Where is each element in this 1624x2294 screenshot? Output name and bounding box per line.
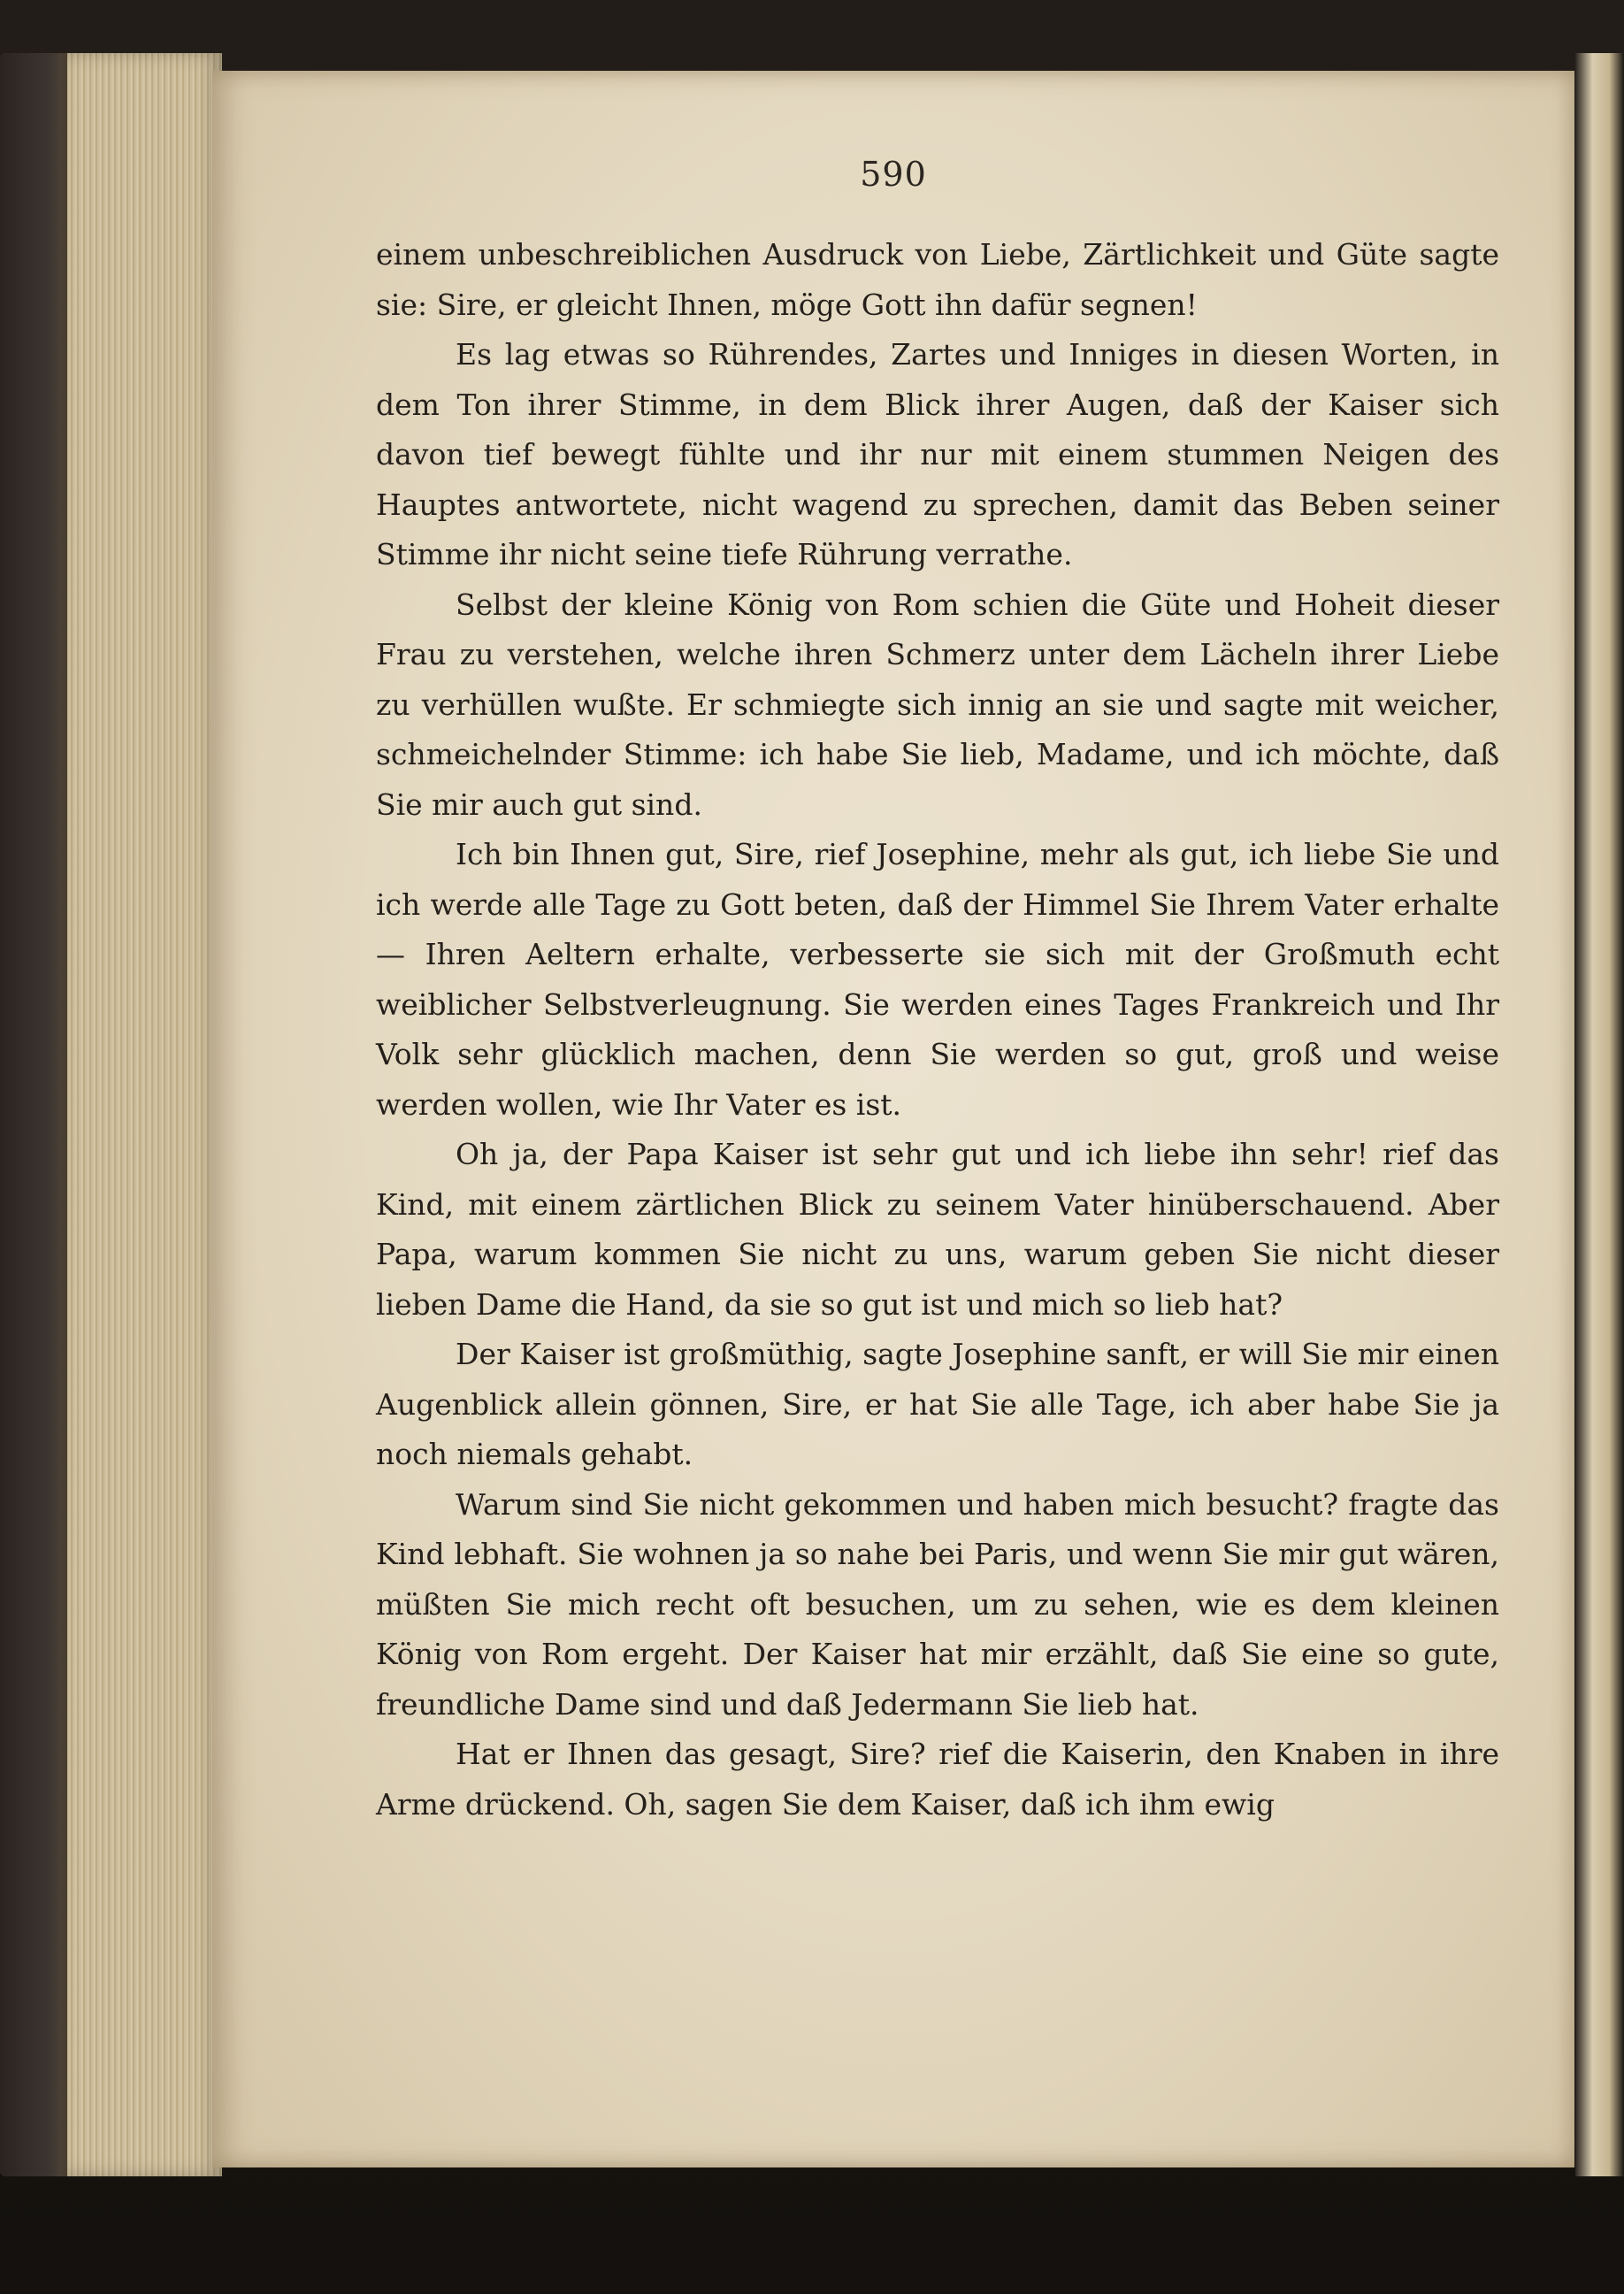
page-number: 590 bbox=[860, 155, 927, 194]
paragraph-4: Ich bin Ihnen gut, Sire, rief Josephine, mehr als gut, ich liebe Sie und ich werde alle Tage zu Gott beten, daß der Himmel Sie Ihrem Vater erhalte — Ihren Aeltern erhalte, verbesserte sie sich mit der Großmuth echt weiblicher Selbstverleugnung. Sie werden eines Tages Frankreich und Ihr Volk sehr glücklich machen, denn Sie werden so gut, groß und weise werden wollen, wie Ihr Vater es ist. bbox=[376, 837, 1499, 1122]
paragraph-8: Hat er Ihnen das gesagt, Sire? rief die Kaiserin, den Knaben in ihre Arme drückend. Oh, sagen Sie dem Kaiser, daß ich ihm ewig bbox=[376, 1737, 1499, 1822]
paragraph-3: Selbst der kleine König von Rom schien die Güte und Hoheit dieser Frau zu verstehen, welche ihren Schmerz unter dem Lächeln ihrer Liebe zu verhüllen wußte. Er schmiegte sich innig an sie und sagte mit weicher, schmeichelnder Stimme: ich habe Sie lieb, Madame, und ich möchte, daß Sie mir auch gut sind. bbox=[376, 587, 1499, 822]
paragraph-5: Oh ja, der Papa Kaiser ist sehr gut und ich liebe ihn sehr! rief das Kind, mit einem zärtlichen Blick zu seinem Vater hinüberschauend. Aber Papa, warum kommen Sie nicht zu uns, warum geben Sie nicht dieser lieben Dame die Hand, da sie so gut ist und mich so lieb hat? bbox=[376, 1137, 1499, 1322]
paragraph-1: einem unbeschreiblichen Ausdruck von Liebe, Zärtlichkeit und Güte sagte sie: Sire, er gleicht Ihnen, möge Gott ihn dafür segnen! bbox=[376, 237, 1499, 322]
page-edges bbox=[62, 53, 222, 2176]
paragraph-7: Warum sind Sie nicht gekommen und haben mich besucht? fragte das Kind lebhaft. Sie wohnen ja so nahe bei Paris, und wenn Sie mir gut wären, müßten Sie mich recht oft besuchen, um zu sehen, wie es dem kleinen König von Rom ergeht. Der Kaiser hat mir erzählt, daß Sie eine so gute, freundliche Dame sind und daß Jedermann Sie lieb hat. bbox=[376, 1486, 1499, 1722]
paragraph-6: Der Kaiser ist großmüthig, sagte Josephine sanft, er will Sie mir einen Augenblick allein gönnen, Sire, er hat Sie alle Tage, ich aber habe Sie ja noch niemals gehabt. bbox=[376, 1337, 1499, 1471]
book-page bbox=[212, 71, 1574, 2167]
paragraph-2: Es lag etwas so Rührendes, Zartes und Inniges in diesen Worten, in dem Ton ihrer Stimme, in dem Blick ihrer Augen, daß der Kaiser sich davon tief bewegt fühlte und ihr nur mit einem stummen Neigen des Hauptes antwortete, nicht wagend zu sprechen, damit das Beben seiner Stimme ihr nicht seine tiefe Rührung verrathe. bbox=[376, 337, 1499, 572]
book-edge-right bbox=[1575, 53, 1624, 2176]
page-body-text bbox=[376, 230, 1499, 1830]
